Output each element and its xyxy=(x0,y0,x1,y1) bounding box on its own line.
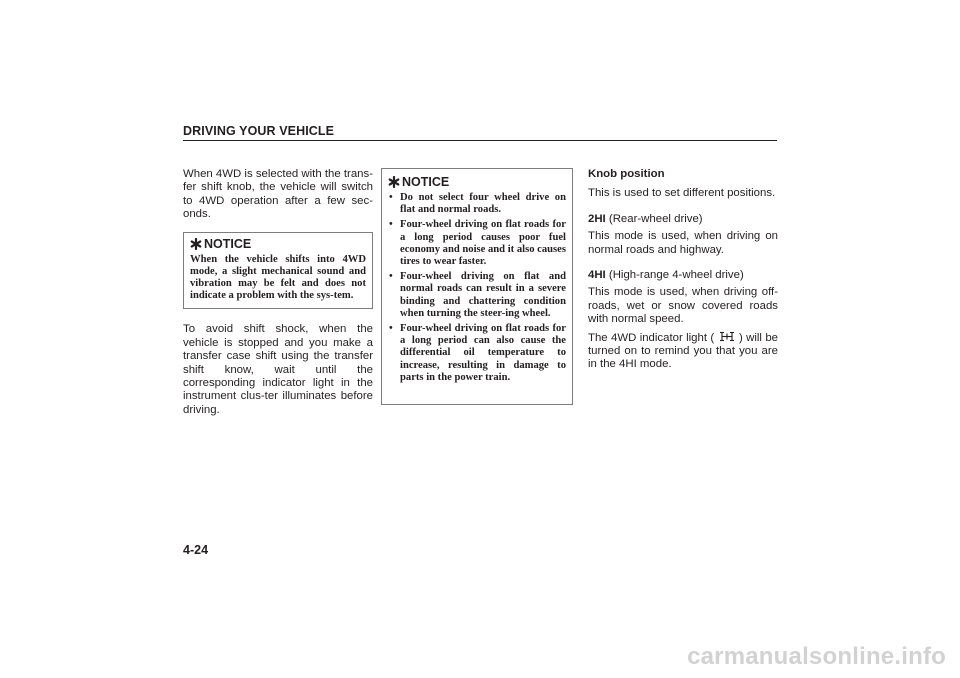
shift-shock-paragraph: To avoid shift shock, when the vehicle is stopped and you make a transfer case shift using the transfer shift know, wait until the corresponding indicator light in the instrument clus-ter illuminates before driving. xyxy=(183,323,373,416)
list-item-text: Do not select four wheel drive on flat and normal roads. xyxy=(400,192,566,216)
list-item xyxy=(388,192,566,216)
page-number: 4-24 xyxy=(183,543,209,557)
mode-2hi-name: (Rear-wheel drive) xyxy=(608,212,703,225)
list-item xyxy=(388,323,566,384)
knob-position-intro: This is used to set different positions. xyxy=(588,187,776,200)
indicator-text-after: ) will be turned on to remind you that you are in the 4HI mode. xyxy=(588,331,779,371)
list-item xyxy=(388,271,566,320)
bullet: • xyxy=(389,192,393,203)
knob-position-heading: Knob position xyxy=(588,168,665,180)
notice-star-icon xyxy=(190,238,202,250)
list-item-text: Four-wheel driving on flat roads for a long period causes poor fuel economy and noise and it also causes tires to wear faster. xyxy=(400,219,566,268)
bullet: • xyxy=(389,323,393,335)
mode-4hi-description: This mode is used, when driving off-roads, wet or snow covered roads with normal speed. xyxy=(588,286,778,326)
mode-2hi-code: 2HI xyxy=(588,212,606,225)
mode-2hi-heading xyxy=(588,213,778,226)
mode-4hi-heading xyxy=(588,269,778,282)
notice-title: NOTICE xyxy=(204,236,252,251)
bullet: • xyxy=(389,271,393,283)
mode-4hi-code: 4HI xyxy=(588,269,606,282)
list-item-text: Four-wheel driving on flat roads for a long period can also cause the differential oil temperature to increase, resulting in damage to parts in the power train. xyxy=(400,323,566,383)
mode-4hi-name: (High-range 4-wheel drive) xyxy=(608,269,744,282)
notice-title: NOTICE xyxy=(402,175,450,189)
watermark: carmanualsonline.info xyxy=(687,643,946,670)
notice-star-icon xyxy=(388,176,400,188)
header-rule xyxy=(183,140,777,141)
notice-box-shift xyxy=(183,232,373,310)
page-header-title: DRIVING YOUR VEHICLE xyxy=(183,124,335,138)
mode-4hi-indicator-text xyxy=(588,331,778,372)
4wd-indicator-icon xyxy=(719,331,735,342)
notice-body: When the vehicle shifts into 4WD mode, a slight mechanical sound and vibration may be felt and does not indicate a problem with the sys-tem. xyxy=(190,253,366,302)
notice-heading xyxy=(190,237,366,251)
notice-list xyxy=(388,192,566,384)
intro-paragraph: When 4WD is selected with the trans-fer shift knob, the vehicle will switch to 4WD operation after a few sec-onds. xyxy=(183,168,373,221)
notice-box-4wd xyxy=(381,168,573,405)
column-left xyxy=(183,168,373,417)
mode-2hi-description: This mode is used, when driving on normal roads and highway. xyxy=(588,230,778,256)
bullet: • xyxy=(389,219,393,231)
column-right xyxy=(588,168,778,372)
indicator-text-before: The 4WD indicator light ( xyxy=(588,331,715,344)
notice-heading xyxy=(388,175,566,189)
list-item xyxy=(388,219,566,268)
list-item-text: Four-wheel driving on flat and normal roads can result in a severe binding and chattering condition when turning the steer-ing wheel. xyxy=(400,271,566,319)
